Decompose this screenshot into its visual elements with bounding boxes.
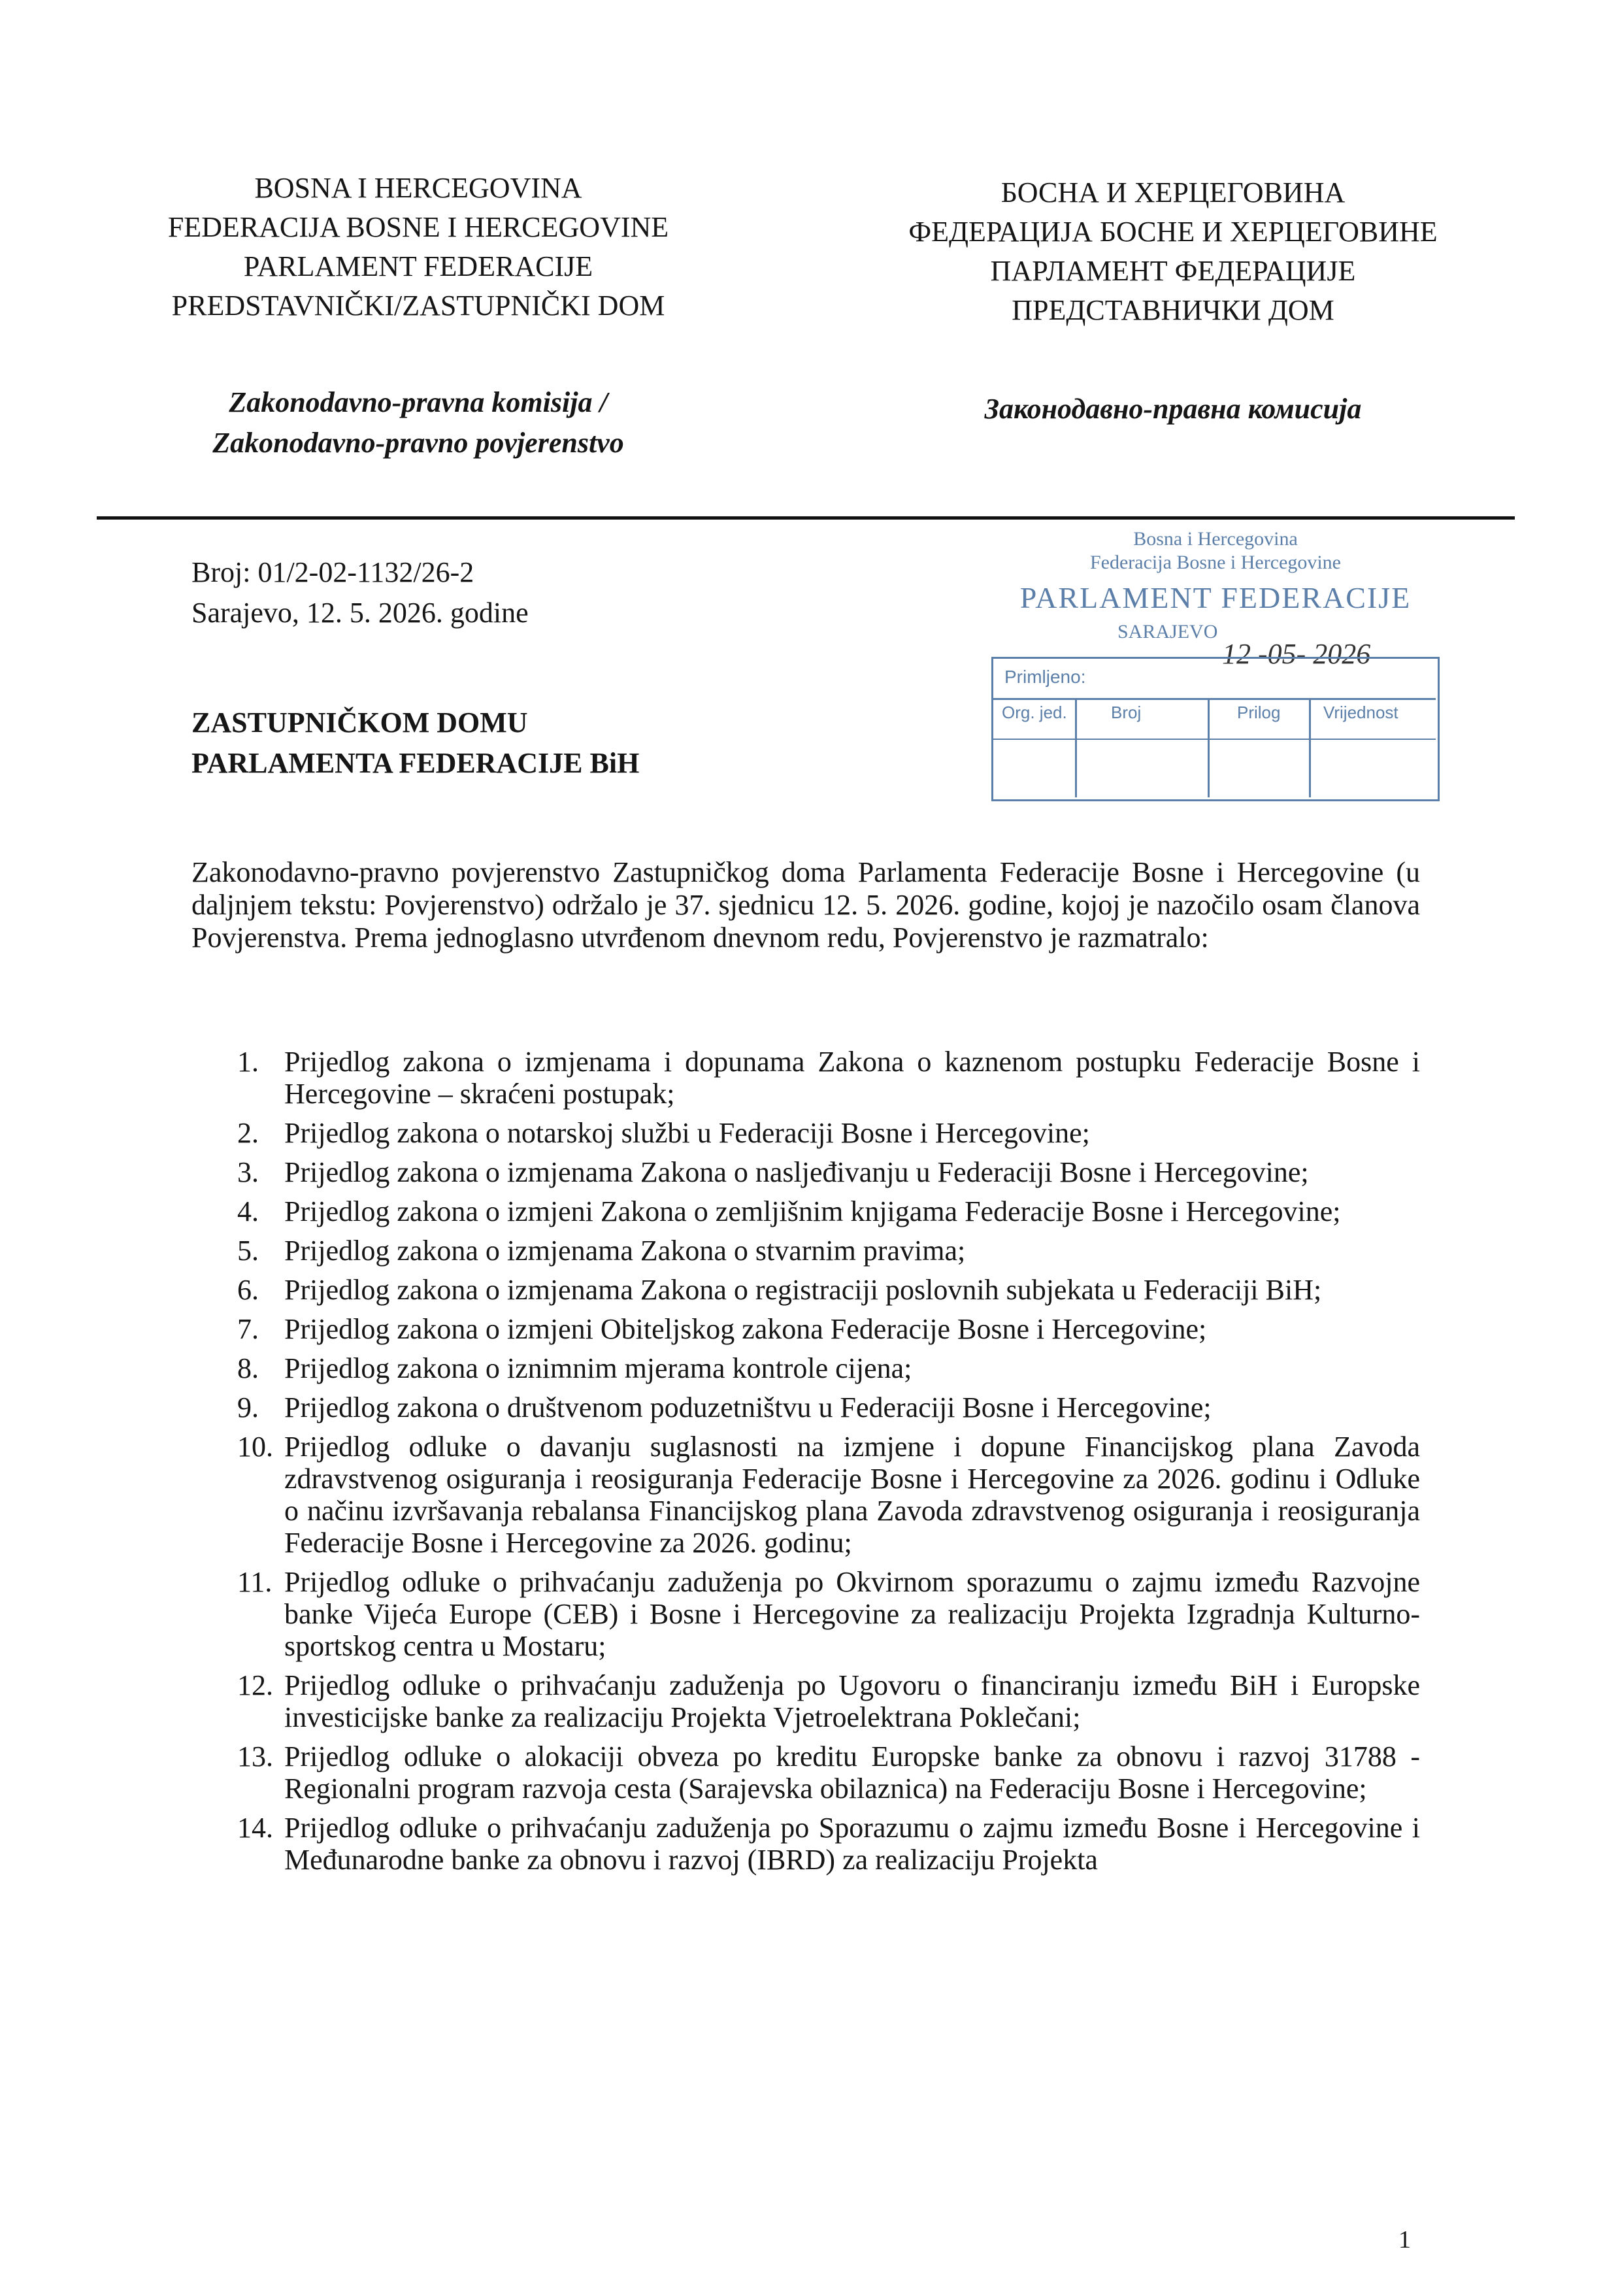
agenda-text: Prijedlog odluke o davanju suglasnosti na izmjene i dopune Financijskog plana Zavoda zdravstvenog osiguranja i reosiguranja Federacije Bosne i Hercegovine za 2026. godinu i Odluke o načinu izvršavanja rebalansa Financijskog plana Zavoda zdravstvenog osiguranja i reosiguranja Federacije Bosne i Hercegovine za 2026. godinu; — [284, 1431, 1420, 1559]
stamp-col-number: Broj — [1111, 703, 1142, 722]
agenda-text: Prijedlog zakona o društvenom poduzetništvu u Federaciji Bosne i Hercegovine; — [284, 1391, 1212, 1423]
agenda-number: 1. — [237, 1046, 259, 1078]
stamp-received-label: Primljeno: — [1004, 667, 1086, 687]
agenda-item — [191, 1740, 1420, 1805]
agenda-text: Prijedlog zakona o izmjenama Zakona o nasljeđivanju u Federaciji Bosne i Hercegovine; — [284, 1156, 1309, 1188]
stamp-col-attachment: Prilog — [1237, 703, 1281, 722]
agenda-number: 8. — [237, 1352, 259, 1384]
agenda-number: 4. — [237, 1195, 259, 1227]
agenda-item — [191, 1669, 1420, 1733]
stamp-col-value: Vrijednost — [1323, 703, 1398, 722]
reference-block — [191, 552, 529, 633]
commission-name-cyrillic: Законодавно-правна комисија — [984, 393, 1362, 425]
agenda-item — [191, 1195, 1420, 1227]
stamp-col-org: Org. jed. — [1002, 703, 1067, 722]
commission-line: Zakonodavno-pravna komisija / — [229, 386, 608, 418]
stamp-line: Bosna i Hercegovina — [1133, 528, 1298, 550]
reference-place-date: Sarajevo, 12. 5. 2026. godine — [191, 597, 529, 629]
agenda-item — [191, 1235, 1420, 1267]
stamp-title: PARLAMENT FEDERACIJE — [1019, 581, 1412, 614]
stamp-city: SARAJEVO — [1117, 621, 1218, 642]
header-right-line: ПРЕДСТАВНИЧКИ ДОМ — [1012, 294, 1334, 326]
agenda-number: 14. — [237, 1812, 273, 1844]
agenda-text: Prijedlog odluke o prihvaćanju zaduženja po Ugovoru o financiranju između BiH i Europske investicijske banke za realizaciju Projekta Vjetroelektrana Poklečani; — [284, 1669, 1420, 1733]
commission-name-latin — [98, 382, 738, 463]
agenda-text: Prijedlog zakona o izmjenama Zakona o stvarnim pravima; — [284, 1235, 966, 1267]
stamp-col-divider — [1309, 698, 1311, 797]
header-right-line: БОСНА И ХЕРЦЕГОВИНА — [1000, 176, 1346, 208]
header-left-line: PARLAMENT FEDERACIJE — [243, 250, 593, 282]
agenda-text: Prijedlog zakona o izmjeni Obiteljskog zakona Federacije Bosne i Hercegovine; — [284, 1313, 1207, 1345]
agenda-text: Prijedlog zakona o iznimnim mjerama kontrole cijena; — [284, 1352, 912, 1384]
agenda-number: 7. — [237, 1313, 259, 1345]
agenda-number: 9. — [237, 1391, 259, 1423]
agenda-text: Prijedlog zakona o izmjenama Zakona o registraciji poslovnih subjekata u Federaciji BiH; — [284, 1274, 1322, 1306]
header-right — [820, 173, 1526, 330]
agenda-number: 3. — [237, 1156, 259, 1188]
intro-text: Zakonodavno-pravno povjerenstvo Zastupničkog doma Parlamenta Federacije Bosne i Hercegovine (u daljnjem tekstu: Povjerenstvo) održalo je 37. sjednicu 12. 5. 2026. godine, kojoj je nazočilo osam članova Povjerenstva. Prema jednoglasno utvrđenom dnevnom redu, Povjerenstvo je razmatralo: — [191, 856, 1420, 954]
agenda-item — [191, 1352, 1420, 1384]
addressee — [191, 703, 639, 784]
header-left-line: FEDERACIJA BOSNE I HERCEGOVINE — [167, 211, 669, 243]
agenda-number: 10. — [237, 1431, 273, 1463]
agenda-text: Prijedlog zakona o izmjenama i dopunama Zakona o kaznenom postupku Federacije Bosne i Hercegovine – skraćeni postupak; — [284, 1046, 1420, 1110]
header-right-line: ПАРЛАМЕНТ ФЕДЕРАЦИЈЕ — [990, 255, 1356, 287]
addressee-line: ZASTUPNIČKOM DOMU — [191, 707, 528, 739]
agenda-item — [191, 1274, 1420, 1306]
agenda-number: 12. — [237, 1669, 273, 1701]
agenda-list — [191, 1046, 1420, 1883]
intro-paragraph — [191, 856, 1420, 954]
header-left-line: PREDSTAVNIČKI/ZASTUPNIČKI DOM — [171, 290, 665, 322]
addressee-line: PARLAMENTA FEDERACIJE BiH — [191, 747, 640, 779]
agenda-number: 11. — [237, 1566, 273, 1598]
agenda-item — [191, 1812, 1420, 1876]
agenda-item — [191, 1117, 1420, 1149]
agenda-text: Prijedlog zakona o izmjeni Zakona o zemljišnim knjigama Federacije Bosne i Hercegovine; — [284, 1195, 1341, 1227]
page-number: 1 — [1398, 2226, 1411, 2254]
header-divider — [97, 516, 1515, 520]
stamp-date: 12 -05- 2026 — [1222, 638, 1371, 670]
agenda-text: Prijedlog odluke o prihvaćanju zaduženja po Okvirnom sporazumu o zajmu između Razvojne banke Vijeća Europe (CEB) i Bosne i Hercegovine za realizaciju Projekta Izgradnja Kulturno-sportskog centra u Mostaru; — [284, 1566, 1420, 1662]
commission-line: Zakonodavno-pravno povjerenstvo — [212, 427, 624, 459]
header-right-line: ФЕДЕРАЦИЈА БОСНЕ И ХЕРЦЕГОВИНЕ — [908, 216, 1438, 248]
agenda-number: 13. — [237, 1740, 273, 1772]
agenda-item — [191, 1566, 1420, 1662]
agenda-item — [191, 1046, 1420, 1110]
stamp-line: Federacija Bosne i Hercegovine — [1089, 552, 1341, 573]
agenda-text: Prijedlog odluke o prihvaćanju zaduženja po Sporazumu o zajmu između Bosne i Hercegovine i Međunarodne banke za obnovu i razvoj (IBRD) za realizaciju Projekta — [284, 1812, 1420, 1876]
agenda-text: Prijedlog odluke o alokaciji obveza po kreditu Europske banke za obnovu i razvoj 31788 - Regionalni program razvoja cesta (Sarajevska obilaznica) na Federaciju Bosne i Hercegovine; — [284, 1740, 1420, 1805]
stamp-divider — [991, 698, 1436, 700]
agenda-text: Prijedlog zakona o notarskoj službi u Federaciji Bosne i Hercegovine; — [284, 1117, 1090, 1149]
agenda-number: 2. — [237, 1117, 259, 1149]
agenda-item — [191, 1431, 1420, 1559]
agenda-item — [191, 1313, 1420, 1345]
agenda-number: 5. — [237, 1235, 259, 1267]
reception-stamp — [990, 523, 1441, 801]
header-left — [98, 169, 738, 325]
stamp-col-divider — [1208, 698, 1210, 797]
agenda-number: 6. — [237, 1274, 259, 1306]
agenda-item — [191, 1391, 1420, 1423]
agenda-item — [191, 1156, 1420, 1188]
header-left-line: BOSNA I HERCEGOVINA — [254, 172, 582, 204]
stamp-col-divider — [1075, 698, 1077, 797]
reference-number: Broj: 01/2-02-1132/26-2 — [191, 556, 474, 588]
stamp-divider — [991, 739, 1436, 740]
